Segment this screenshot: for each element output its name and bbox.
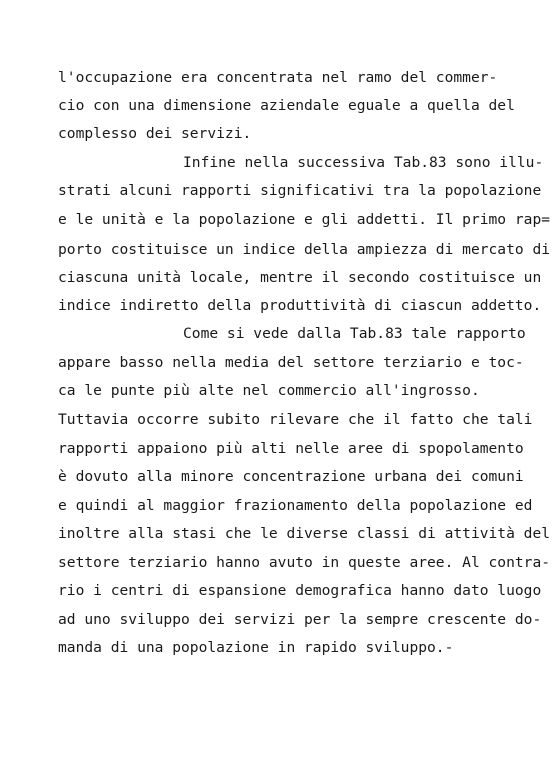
text-line: Tuttavia occorre subito rilevare che il fatto che tali	[58, 411, 533, 428]
text-line: rapporti appaiono più alti nelle aree di spopolamento	[58, 440, 524, 457]
text-line: appare basso nella media del settore terziario e toc-	[58, 354, 524, 371]
paragraph-first-line: Come si vede dalla Tab.83 tale rapporto	[183, 325, 526, 342]
text-line: ad uno sviluppo dei servizi per la sempre crescente do-	[58, 611, 542, 628]
text-line: manda di una popolazione in rapido sviluppo.-	[58, 639, 454, 656]
text-line: è dovuto alla minore concentrazione urbana dei comuni	[58, 468, 524, 485]
text-line: rio i centri di espansione demografica hanno dato luogo	[58, 582, 542, 599]
text-line: e quindi al maggior frazionamento della popolazione ed	[58, 497, 533, 514]
text-line: ca le punte più alte nel commercio all'ingrosso.	[58, 382, 480, 399]
text-line: cio con una dimensione aziendale eguale a quella del	[58, 97, 515, 114]
text-line: strati alcuni rapporti significativi tra la popolazione	[58, 182, 542, 199]
text-line: l'occupazione era concentrata nel ramo del commer-	[58, 69, 498, 86]
text-line: settore terziario hanno avuto in queste aree. Al contra-	[58, 554, 551, 571]
text-line: porto costituisce un indice della ampiezza di mercato di	[58, 241, 551, 258]
text-line: inoltre alla stasi che le diverse classi di attività del	[58, 525, 551, 542]
text-line: ciascuna unità locale, mentre il secondo costituisce un	[58, 269, 542, 286]
text-line: e le unità e la popolazione e gli addetti. Il primo rap=	[58, 211, 551, 228]
text-line: indice indiretto della produttività di ciascun addetto.	[58, 297, 542, 314]
paragraph-first-line: Infine nella successiva Tab.83 sono illu-	[183, 154, 544, 171]
text-line: complesso dei servizi.	[58, 125, 252, 142]
